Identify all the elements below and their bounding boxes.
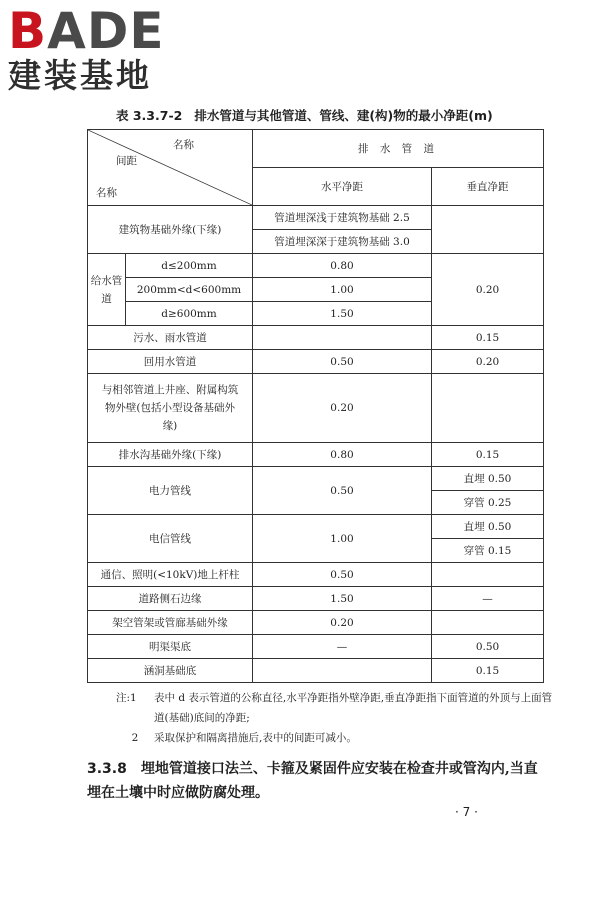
table-row	[88, 563, 544, 587]
note-1	[116, 688, 556, 728]
header-diagonal-cell	[88, 130, 253, 206]
cell-empty	[432, 374, 544, 443]
cell-telecom-v2: 穿管 0.15	[432, 539, 544, 563]
table-row	[88, 515, 544, 539]
table-row	[88, 611, 544, 635]
header-horizontal: 水平净距	[253, 168, 432, 206]
cell-telecom-h: 1.00	[253, 515, 432, 563]
cell-water-h2: 1.00	[253, 278, 432, 302]
cell-ditch-v: 0.15	[432, 443, 544, 467]
row-open-ditch: 明渠渠底	[88, 635, 253, 659]
page-number: · 7 ·	[455, 805, 478, 819]
cell-overhead-h: 0.20	[253, 611, 432, 635]
note-1-label: 注:1	[116, 692, 137, 704]
cell-pole-h: 0.50	[253, 563, 432, 587]
note-2-text: 采取保护和隔离措施后,表中的间距可减小。	[154, 732, 357, 744]
cell-empty	[253, 659, 432, 683]
header-vertical: 垂直净距	[432, 168, 544, 206]
table-title-text: 排水管道与其他管道、管线、建(构)物的最小净距(m)	[194, 108, 493, 123]
cell-d-large: d≥600mm	[126, 302, 253, 326]
cell-empty	[253, 326, 432, 350]
cell-open-ditch-h: —	[253, 635, 432, 659]
cell-curb-h: 1.50	[253, 587, 432, 611]
clause-3-3-8	[87, 757, 543, 805]
table-row	[88, 443, 544, 467]
table-row	[88, 374, 544, 443]
cell-adjacent-h: 0.20	[253, 374, 432, 443]
cell-reuse-v: 0.20	[432, 350, 544, 374]
brand-logo	[8, 2, 165, 95]
header-drainage-pipe: 排 水 管 道	[253, 130, 544, 168]
header-name-top: 名称	[173, 139, 194, 151]
table-row	[88, 206, 544, 230]
row-power: 电力管线	[88, 467, 253, 515]
cell-empty	[432, 611, 544, 635]
cell-shallow: 管道埋深浅于建筑物基础 2.5	[253, 206, 432, 230]
row-pole: 通信、照明(<10kV)地上杆柱	[88, 563, 253, 587]
table-row	[88, 659, 544, 683]
table-row	[88, 587, 544, 611]
cell-d-small: d≤200mm	[126, 254, 253, 278]
clause-text: 埋地管道接口法兰、卡箍及紧固件应安装在检查井或管沟内,当直埋在土壤中时应做防腐处理。	[87, 761, 538, 801]
table-row	[88, 254, 544, 278]
cell-culvert-v: 0.15	[432, 659, 544, 683]
row-curb: 道路侧石边缘	[88, 587, 253, 611]
row-adjacent: 与相邻管道上井座、附属构筑物外壁(包括小型设备基础外缘)	[88, 374, 253, 443]
note-2-label: 2	[131, 732, 139, 744]
cell-water-vertical: 0.20	[432, 254, 544, 326]
header-spacing: 间距	[116, 155, 137, 167]
cell-power-h: 0.50	[253, 467, 432, 515]
cell-water-h1: 0.80	[253, 254, 432, 278]
cell-reuse-h: 0.50	[253, 350, 432, 374]
table-number: 表 3.3.7-2	[116, 108, 183, 123]
row-sewage: 污水、雨水管道	[88, 326, 253, 350]
cell-curb-v: —	[432, 587, 544, 611]
logo-wordmark: BADE	[8, 2, 165, 60]
table-row	[88, 350, 544, 374]
cell-empty	[432, 206, 544, 254]
row-culvert: 涵洞基础底	[88, 659, 253, 683]
cell-power-v1: 直埋 0.50	[432, 467, 544, 491]
table-notes	[116, 688, 556, 748]
cell-power-v2: 穿管 0.25	[432, 491, 544, 515]
note-1-text: 表中 d 表示管道的公称直径,水平净距指外壁净距,垂直净距指下面管道的外顶与上面管道(基础)底间的净距;	[154, 692, 553, 724]
cell-telecom-v1: 直埋 0.50	[432, 515, 544, 539]
table-row	[88, 467, 544, 491]
row-building-foundation: 建筑物基础外缘(下缘)	[88, 206, 253, 254]
table-row	[88, 130, 544, 168]
cell-open-ditch-v: 0.50	[432, 635, 544, 659]
cell-empty	[432, 563, 544, 587]
cell-water-h3: 1.50	[253, 302, 432, 326]
cell-sewage-v: 0.15	[432, 326, 544, 350]
row-reuse: 回用水管道	[88, 350, 253, 374]
cell-ditch-h: 0.80	[253, 443, 432, 467]
clause-number: 3.3.8	[87, 761, 127, 777]
cell-deep: 管道埋深深于建筑物基础 3.0	[253, 230, 432, 254]
note-2	[116, 728, 556, 748]
row-water-supply: 给水管道	[88, 254, 126, 326]
row-overhead: 架空管架或管廊基础外缘	[88, 611, 253, 635]
clearance-table	[87, 129, 544, 683]
logo-subtitle: 建装基地	[8, 56, 152, 95]
cell-d-mid: 200mm<d<600mm	[126, 278, 253, 302]
table-row	[88, 326, 544, 350]
table-row	[88, 635, 544, 659]
row-telecom: 电信管线	[88, 515, 253, 563]
table-title	[116, 106, 556, 124]
row-ditch: 排水沟基础外缘(下缘)	[88, 443, 253, 467]
header-name-bottom: 名称	[96, 187, 117, 199]
